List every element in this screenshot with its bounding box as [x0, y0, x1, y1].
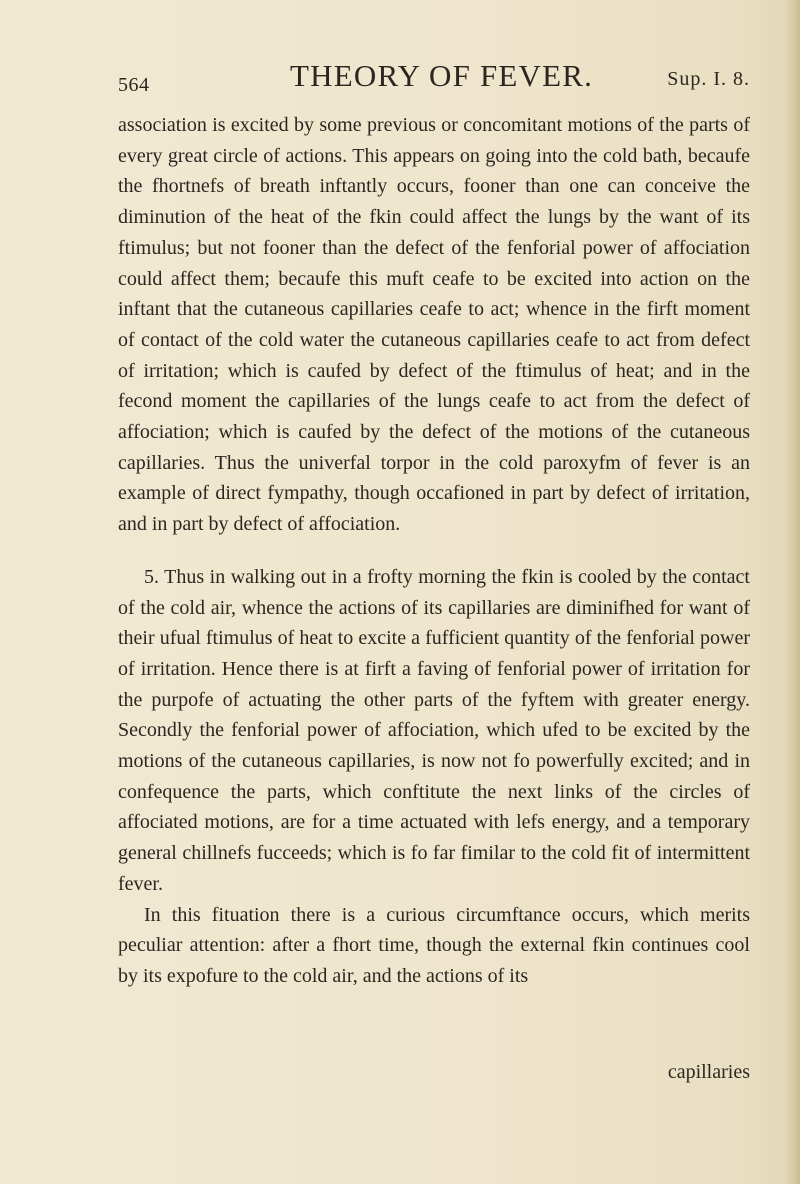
section-reference: Sup. I. 8. [667, 68, 750, 90]
body-text [118, 110, 750, 992]
paragraph-curious-circumstance: In this fituation there is a curious circumftance occurs, which merits peculiar attention: after a fhort time, though the external fkin continues cool by its expofure to the cold air, and the actions of its [118, 903, 750, 987]
page-edge-shadow [784, 0, 800, 1184]
page-header [118, 58, 750, 98]
running-title: THEORY OF FEVER. [290, 58, 594, 93]
catchword: capillaries [667, 1061, 750, 1083]
paragraph-5-frosty-morning: 5. Thus in walking out in a frofty morning the fkin is cooled by the contact of the cold air, whence the actions of its capillaries are diminifhed for want of their ufual ftimulus of heat to excite a fufficient quantity of the fenforial power of irritation. Hence there is at firft a faving of fenforial power of irritation for the purpofe of actuating the other parts of the fyftem with greater energy. Secondly the fenforial power of affociation, which ufed to be excited by the motions of the cutaneous capillaries, is now not fo powerfully excited; and in confequence the parts, which conftitute the next links of the circles of affociated motions, are for a time actuated with lefs energy, and a temporary general chillnefs fucceeds; which is fo far fimilar to the cold fit of intermittent fever. [118, 565, 750, 895]
page-number: 564 [118, 74, 150, 96]
paragraph-association: association is excited by some previous or concomitant motions of the parts of every great circle of actions. This appears on going into the cold bath, becaufe the fhortnefs of breath inftantly occurs, fooner than one can conceive the diminution of the heat of the fkin could affect the lungs by the want of its ftimulus; but not fooner than the defect of the fenforial power of affociation could affect them; becaufe this muft ceafe to be excited into action on the inftant that the cutaneous capillaries ceafe to act; whence in the firft moment of contact of the cold water the cutaneous capillaries ceafe to act from defect of irritation; which is caufed by defect of the ftimulus of heat; and in the fecond moment the capillaries of the lungs ceafe to act from the defect of affociation; which is caufed by the defect of the motions of the cutaneous capillaries. Thus the univerfal torpor in the cold paroxyfm of fever is an example of direct fympathy, though occafioned in part by defect of irritation, and in part by defect of affociation. [118, 114, 750, 536]
